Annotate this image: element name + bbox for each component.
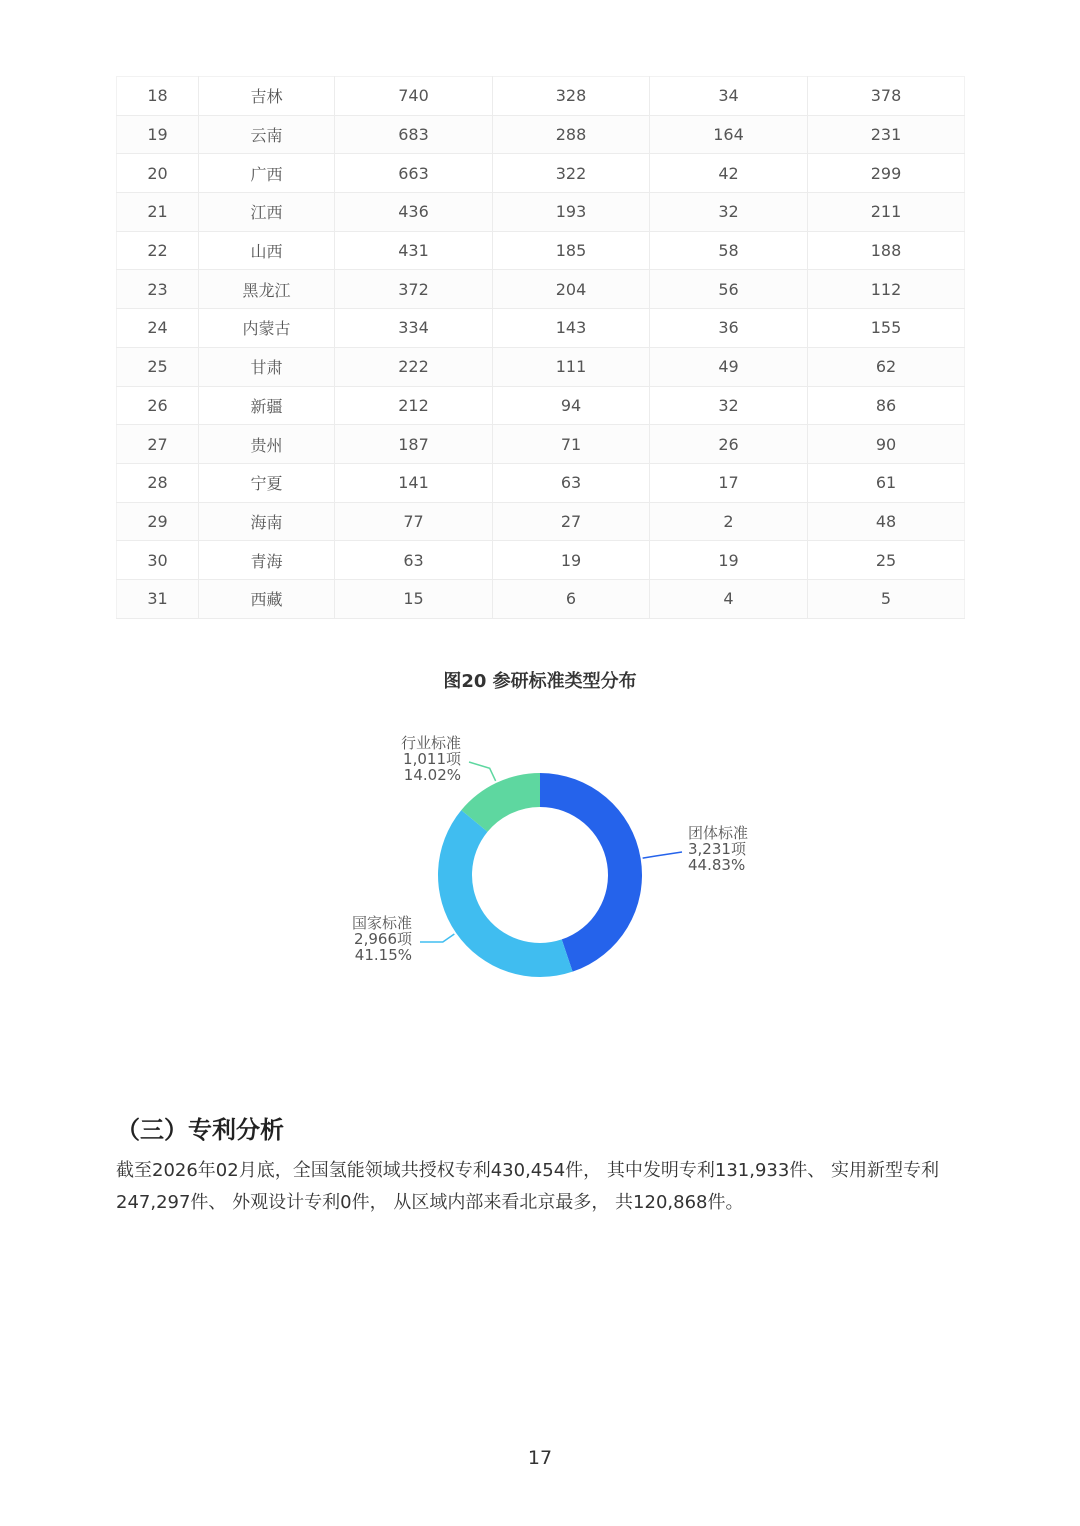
table-cell: 56 <box>650 270 808 309</box>
leader-line-1 <box>643 852 682 858</box>
table-cell: 188 <box>808 231 965 270</box>
table-cell: 61 <box>808 463 965 502</box>
donut-chart <box>0 700 1080 1020</box>
page-number: 17 <box>527 1447 553 1469</box>
table-cell: 内蒙古 <box>199 309 335 348</box>
table-cell: 15 <box>335 579 493 618</box>
table-cell: 19 <box>493 541 650 580</box>
table-cell: 贵州 <box>199 425 335 464</box>
table-cell: 372 <box>335 270 493 309</box>
table-cell: 63 <box>493 463 650 502</box>
slice-value-label: 2,966项 <box>354 930 412 948</box>
table-cell: 甘肃 <box>199 347 335 386</box>
table-cell: 222 <box>335 347 493 386</box>
table-cell: 山西 <box>199 231 335 270</box>
table-row <box>117 309 965 348</box>
table-cell: 25 <box>808 541 965 580</box>
table-cell: 34 <box>650 77 808 116</box>
table-cell: 30 <box>117 541 199 580</box>
table-row <box>117 386 965 425</box>
table-cell: 112 <box>808 270 965 309</box>
table-cell: 111 <box>493 347 650 386</box>
table-cell: 164 <box>650 115 808 154</box>
table-cell: 23 <box>117 270 199 309</box>
table-cell: 431 <box>335 231 493 270</box>
leader-line-3 <box>469 762 496 781</box>
table-cell: 广西 <box>199 154 335 193</box>
table-row <box>117 463 965 502</box>
table-cell: 663 <box>335 154 493 193</box>
table-row <box>117 193 965 232</box>
table-cell: 海南 <box>199 502 335 541</box>
table-row <box>117 77 965 116</box>
table-cell: 211 <box>808 193 965 232</box>
table-cell: 27 <box>493 502 650 541</box>
table-cell: 26 <box>117 386 199 425</box>
slice-percent-label: 14.02% <box>403 766 461 784</box>
figure-title: 图20 参研标准类型分布 <box>443 671 637 692</box>
table-cell: 20 <box>117 154 199 193</box>
table-cell: 58 <box>650 231 808 270</box>
table-cell: 231 <box>808 115 965 154</box>
table-cell: 24 <box>117 309 199 348</box>
table-cell: 31 <box>117 579 199 618</box>
table-cell: 26 <box>650 425 808 464</box>
table-cell: 334 <box>335 309 493 348</box>
table-cell: 18 <box>117 77 199 116</box>
paragraph-line: 截至2026年02月底，全国氢能领域共授权专利430,454件， 其中发明专利131,933件、 实用新型专利 <box>116 1160 940 1181</box>
table-row <box>117 425 965 464</box>
table-cell: 740 <box>335 77 493 116</box>
table-cell: 185 <box>493 231 650 270</box>
paragraph-line: 247,297件、 外观设计专利0件， 从区域内部来看北京最多， 共120,868件。 <box>116 1192 744 1213</box>
table-cell: 36 <box>650 309 808 348</box>
table-cell: 299 <box>808 154 965 193</box>
table-cell: 90 <box>808 425 965 464</box>
table-cell: 2 <box>650 502 808 541</box>
table-cell: 32 <box>650 386 808 425</box>
table-cell: 143 <box>493 309 650 348</box>
table-cell: 21 <box>117 193 199 232</box>
slice-category-label: 行业标准 <box>400 734 461 752</box>
table-cell: 宁夏 <box>199 463 335 502</box>
table-cell: 西藏 <box>199 579 335 618</box>
table-cell: 22 <box>117 231 199 270</box>
table-cell: 19 <box>117 115 199 154</box>
table-cell: 141 <box>335 463 493 502</box>
table-row <box>117 502 965 541</box>
table-cell: 328 <box>493 77 650 116</box>
table-cell: 63 <box>335 541 493 580</box>
table-cell: 17 <box>650 463 808 502</box>
table-row <box>117 115 965 154</box>
table-cell: 86 <box>808 386 965 425</box>
table-cell: 29 <box>117 502 199 541</box>
table-cell: 187 <box>335 425 493 464</box>
table-row <box>117 154 965 193</box>
slice-value-label: 3,231项 <box>688 840 746 858</box>
leader-line-2 <box>420 934 454 942</box>
table-cell: 212 <box>335 386 493 425</box>
table-cell: 48 <box>808 502 965 541</box>
table-cell: 4 <box>650 579 808 618</box>
table-cell: 62 <box>808 347 965 386</box>
table-row <box>117 347 965 386</box>
table-cell: 683 <box>335 115 493 154</box>
body-paragraph <box>116 1155 966 1219</box>
table-cell: 155 <box>808 309 965 348</box>
table-row <box>117 541 965 580</box>
donut-slice-2 <box>438 810 573 977</box>
table-cell: 436 <box>335 193 493 232</box>
table-cell: 28 <box>117 463 199 502</box>
table-cell: 94 <box>493 386 650 425</box>
table-cell: 黑龙江 <box>199 270 335 309</box>
table-cell: 49 <box>650 347 808 386</box>
table-cell: 25 <box>117 347 199 386</box>
table-cell: 32 <box>650 193 808 232</box>
table-cell: 204 <box>493 270 650 309</box>
slice-percent-label: 41.15% <box>354 946 412 964</box>
table-cell: 322 <box>493 154 650 193</box>
table-cell: 378 <box>808 77 965 116</box>
table-cell: 吉林 <box>199 77 335 116</box>
table-cell: 青海 <box>199 541 335 580</box>
slice-category-label: 国家标准 <box>351 914 412 932</box>
slice-category-label: 团体标准 <box>688 824 749 842</box>
table-cell: 5 <box>808 579 965 618</box>
slice-value-label: 1,011项 <box>403 750 461 768</box>
table-cell: 6 <box>493 579 650 618</box>
table-cell: 42 <box>650 154 808 193</box>
table-cell: 江西 <box>199 193 335 232</box>
table-cell: 27 <box>117 425 199 464</box>
table-cell: 288 <box>493 115 650 154</box>
table-cell: 77 <box>335 502 493 541</box>
table-row <box>117 579 965 618</box>
table-cell: 71 <box>493 425 650 464</box>
section-heading: （三）专利分析 <box>116 1116 284 1144</box>
province-stats-table <box>116 76 965 619</box>
table-row <box>117 270 965 309</box>
table-cell: 19 <box>650 541 808 580</box>
table-cell: 新疆 <box>199 386 335 425</box>
table-cell: 193 <box>493 193 650 232</box>
table-cell: 云南 <box>199 115 335 154</box>
slice-percent-label: 44.83% <box>688 856 746 874</box>
table-row <box>117 231 965 270</box>
